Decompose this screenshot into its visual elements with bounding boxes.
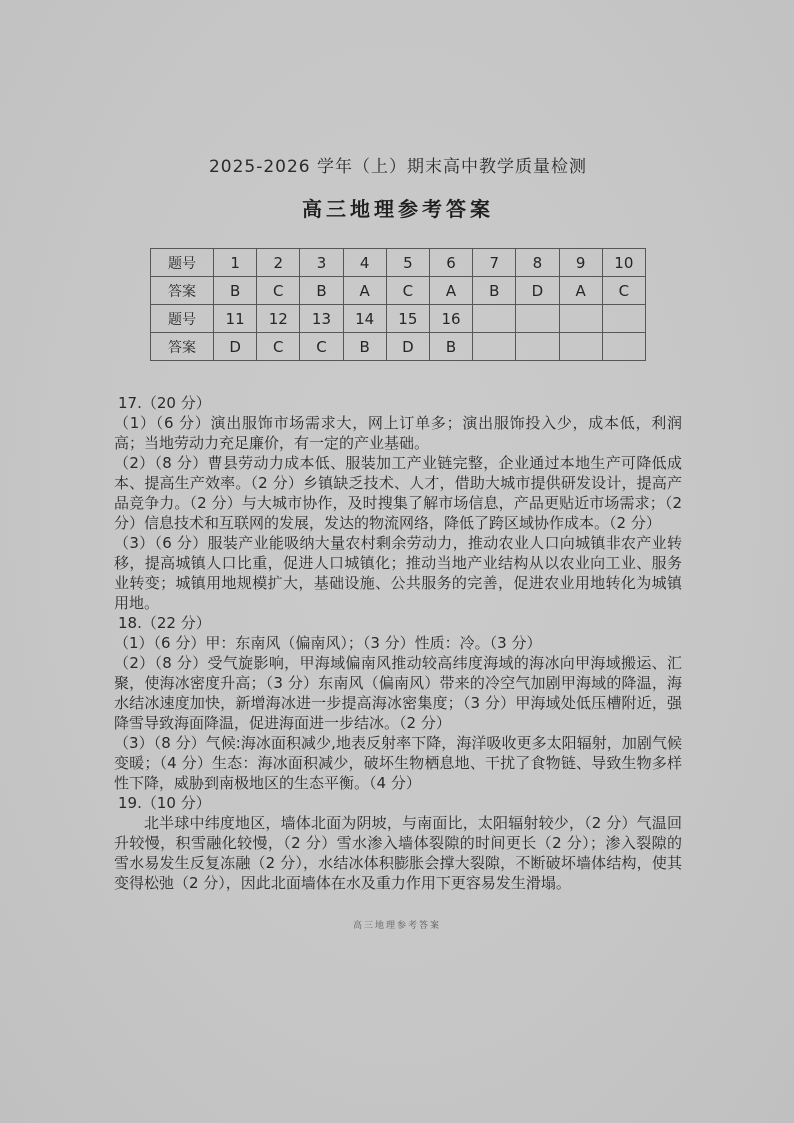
section-heading: 17.（20 分）	[118, 394, 211, 412]
answer-cell: A	[343, 277, 386, 305]
answer-cell: B	[214, 277, 257, 305]
section-heading: 19.（10 分）	[118, 794, 211, 812]
answer-cell: D	[516, 277, 559, 305]
answer-paragraph: 北半球中纬度地区，墙体北面为阴坡，与南面比，太阳辐射较少，（2 分）气温回升较慢，积雪融化较慢，（2 分）雪水渗入墙体裂隙的时间更长（2 分）；渗入裂隙的雪水易发生反复冻融（2 分），水结冰体积膨胀会撑大裂隙，不断破坏墙体结构，使其变得松弛（2 分），因此北面墙体在水及重力作用下更容易发生滑塌。	[114, 814, 682, 892]
answer-cell: 7	[473, 249, 516, 277]
answer-cell	[473, 305, 516, 333]
answer-cell: 2	[257, 249, 300, 277]
answer-cell: A	[429, 277, 472, 305]
answer-cell: 10	[602, 249, 645, 277]
answer-cell: 14	[343, 305, 386, 333]
answer-paragraph: （2）（8 分）受气旋影响，甲海域偏南风推动较高纬度海域的海冰向甲海域搬运、汇聚，使海冰密度升高；（3 分）东南风（偏南风）带来的冷空气加剧甲海域的降温，海水结冰速度加快，新增海冰进一步提高海冰密集度；（3 分）甲海域处低压槽附近，强降雪导致海面降温，促进海面进一步结冰。（2 分）	[114, 654, 682, 732]
answer-cell	[559, 305, 602, 333]
row-header-cell: 题号	[151, 249, 214, 277]
answer-table-row	[151, 333, 646, 361]
answer-cell: B	[473, 277, 516, 305]
answer-table	[150, 248, 646, 361]
answer-cell	[516, 305, 559, 333]
answer-paragraph: （1）（6 分）甲：东南风（偏南风）；（3 分）性质：冷。（3 分）	[114, 634, 542, 652]
answer-cell	[516, 333, 559, 361]
section-heading: 18.（22 分）	[118, 614, 211, 632]
answer-cell: 1	[214, 249, 257, 277]
answer-cell: 12	[257, 305, 300, 333]
row-header-cell: 答案	[151, 277, 214, 305]
row-header-cell: 答案	[151, 333, 214, 361]
answer-cell: 16	[429, 305, 472, 333]
answer-cell: 15	[386, 305, 429, 333]
answer-cell: 4	[343, 249, 386, 277]
answer-cell: B	[343, 333, 386, 361]
answer-cell: C	[257, 277, 300, 305]
answer-cell: C	[386, 277, 429, 305]
answer-cell: 8	[516, 249, 559, 277]
answer-cell	[559, 333, 602, 361]
answer-table-row	[151, 305, 646, 333]
document-subtitle: 高三地理参考答案	[302, 197, 494, 221]
answer-cell: 9	[559, 249, 602, 277]
answer-table-row	[151, 277, 646, 305]
answer-cell: 5	[386, 249, 429, 277]
answer-cell: 13	[300, 305, 343, 333]
answer-sections	[114, 393, 682, 893]
row-header-cell: 题号	[151, 305, 214, 333]
answer-cell: C	[300, 333, 343, 361]
answer-cell: 3	[300, 249, 343, 277]
answer-cell: B	[300, 277, 343, 305]
answer-cell: C	[602, 277, 645, 305]
answer-table-row	[151, 249, 646, 277]
answer-cell: A	[559, 277, 602, 305]
answer-cell: D	[386, 333, 429, 361]
answer-cell	[602, 333, 645, 361]
answer-paragraph: （3）（8 分）气候:海冰面积减少,地表反射率下降，海洋吸收更多太阳辐射，加剧气候变暖；（4 分）生态：海冰面积减少，破坏生物栖息地、干扰了食物链、导致生物多样性下降，威胁到南极地区的生态平衡。（4 分）	[114, 734, 682, 792]
answer-cell	[602, 305, 645, 333]
answer-cell: 11	[214, 305, 257, 333]
answer-cell	[473, 333, 516, 361]
answer-paragraph: （3）（6 分）服装产业能吸纳大量农村剩余劳动力，推动农业人口向城镇非农产业转移，提高城镇人口比重，促进人口城镇化；推动当地产业结构从以农业向工业、服务业转变；城镇用地规模扩大，基础设施、公共服务的完善，促进农业用地转化为城镇用地。	[114, 534, 682, 612]
answer-cell: B	[429, 333, 472, 361]
answer-paragraph: （1）（6 分）演出服饰市场需求大，网上订单多；演出服饰投入少，成本低，利润高；当地劳动力充足廉价，有一定的产业基础。	[114, 414, 682, 452]
page-footer: 高三地理参考答案	[352, 921, 441, 931]
answer-cell: D	[214, 333, 257, 361]
answer-cell: C	[257, 333, 300, 361]
answer-paragraph: （2）（8 分）曹县劳动力成本低、服装加工产业链完整，企业通过本地生产可降低成本、提高生产效率。（2 分）乡镇缺乏技术、人才，借助大城市提供研发设计，提高产品竞争力。（2 分）与大城市协作，及时搜集了解市场信息，产品更贴近市场需求；（2 分）信息技术和互联网的发展，发达的物流网络，降低了跨区域协作成本。（2 分）	[114, 454, 682, 532]
answer-cell: 6	[429, 249, 472, 277]
document-title: 2025-2026 学年（上）期末高中教学质量检测	[208, 157, 588, 177]
